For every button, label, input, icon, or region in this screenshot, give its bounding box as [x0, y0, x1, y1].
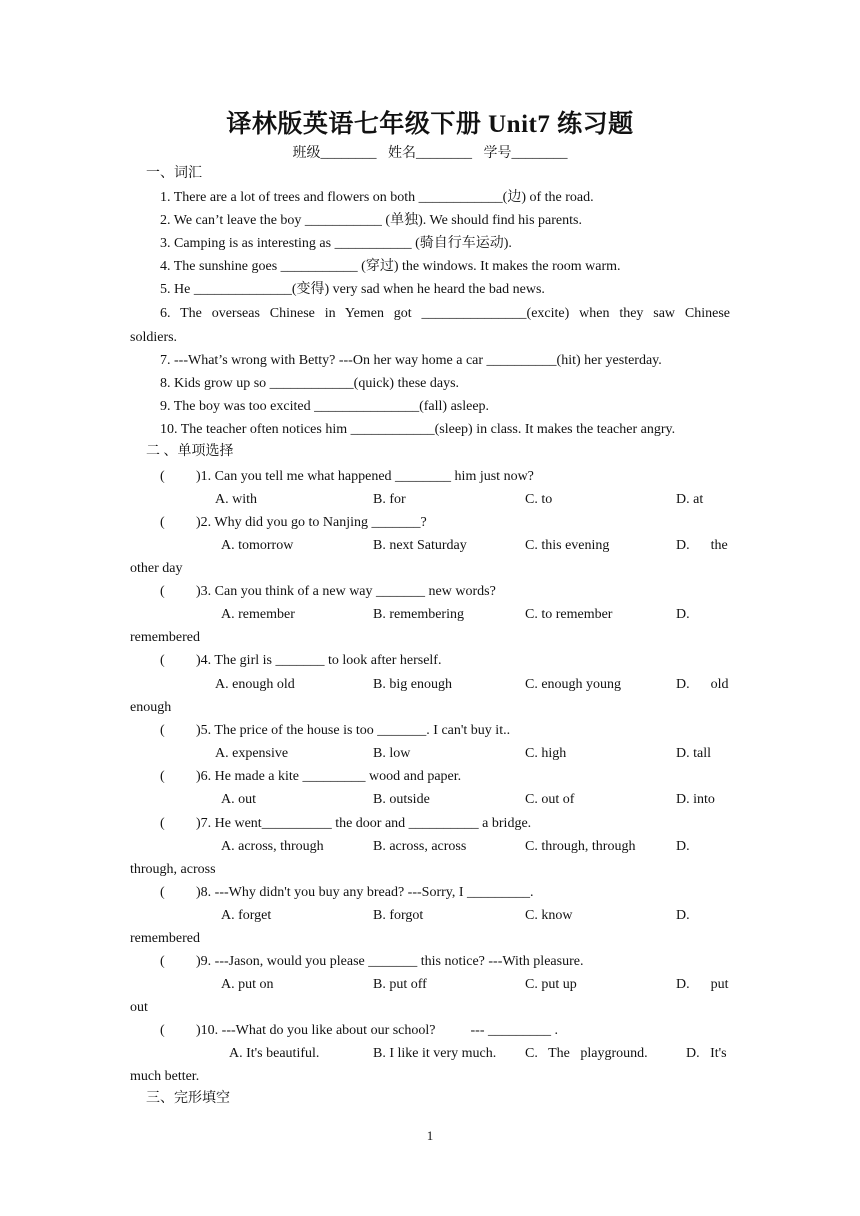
- answer-bracket: (: [160, 954, 165, 969]
- question-stem: [160, 884, 730, 902]
- options-row: [130, 676, 740, 694]
- options-row: [130, 1045, 740, 1063]
- vocab-item: 3. Camping is as interesting as ___________ (骑自行车运动).: [160, 236, 512, 251]
- option-b: B. I like it very much.: [373, 1046, 497, 1061]
- page-title: 译林版英语七年级下册 Unit7 练习题: [226, 111, 634, 138]
- question-stem: [160, 652, 730, 670]
- section-heading-vocabulary: 一、词汇: [146, 166, 202, 181]
- option-d: D. at: [676, 492, 704, 507]
- option-d: D. into: [676, 792, 715, 807]
- option-continuation: much better.: [130, 1069, 200, 1084]
- option-a: A. remember: [221, 607, 295, 622]
- answer-bracket: (: [160, 769, 165, 784]
- question-text: )7. He went__________ the door and __________ a bridge.: [196, 816, 532, 831]
- option-d: D. old: [676, 677, 729, 692]
- options-row: [130, 606, 740, 624]
- answer-bracket: (: [160, 469, 165, 484]
- question-text: )10. ---What do you like about our school? --- _________ .: [196, 1023, 558, 1038]
- option-a: A. enough old: [215, 677, 295, 692]
- option-continuation: remembered: [130, 931, 200, 946]
- option-d: D. It's: [686, 1046, 727, 1061]
- section-heading-cloze: 三、完形填空: [146, 1091, 230, 1106]
- option-b: B. for: [373, 492, 406, 507]
- vocab-item-continuation: soldiers.: [130, 330, 178, 345]
- option-a: A. with: [215, 492, 257, 507]
- vocab-item: 5. He ______________(变得) very sad when he heard the bad news.: [160, 282, 545, 297]
- option-c: C. high: [525, 746, 567, 761]
- option-c: C. this evening: [525, 538, 610, 553]
- question-stem: [160, 1022, 730, 1040]
- question-text: )2. Why did you go to Nanjing _______?: [196, 515, 427, 530]
- option-a: A. put on: [221, 977, 274, 992]
- option-d: D. the: [676, 538, 728, 553]
- option-continuation: out: [130, 1000, 148, 1015]
- option-continuation: enough: [130, 700, 172, 715]
- answer-bracket: (: [160, 723, 165, 738]
- question-stem: [160, 768, 730, 786]
- question-text: )9. ---Jason, would you please _______ this notice? ---With pleasure.: [196, 954, 584, 969]
- option-b: B. big enough: [373, 677, 452, 692]
- name-field: 姓名________: [388, 146, 472, 161]
- question-stem: [160, 514, 730, 532]
- option-a: A. forget: [221, 908, 272, 923]
- question-stem: [160, 468, 730, 486]
- option-continuation: remembered: [130, 630, 200, 645]
- answer-bracket: (: [160, 515, 165, 530]
- option-b: B. low: [373, 746, 411, 761]
- student-info-line: [0, 142, 860, 162]
- option-d: D. put: [676, 977, 729, 992]
- option-d: D.: [676, 607, 690, 622]
- question-text: )8. ---Why didn't you buy any bread? ---Sorry, I _________.: [196, 885, 534, 900]
- option-b: B. put off: [373, 977, 427, 992]
- question-text: )3. Can you think of a new way _______ new words?: [196, 584, 496, 599]
- options-row: [130, 791, 740, 809]
- vocab-item: 1. There are a lot of trees and flowers on both ____________(边) of the road.: [160, 190, 594, 205]
- answer-bracket: (: [160, 1023, 165, 1038]
- option-d: D.: [676, 908, 690, 923]
- class-field: 班级________: [292, 146, 377, 161]
- option-b: B. outside: [373, 792, 430, 807]
- vocab-item: 9. The boy was too excited _______________(fall) asleep.: [160, 399, 490, 414]
- option-c: C. know: [525, 908, 573, 923]
- options-row: [130, 838, 740, 856]
- page-number: 1: [426, 1128, 434, 1143]
- option-c: C. out of: [525, 792, 575, 807]
- vocab-item: 8. Kids grow up so ____________(quick) these days.: [160, 376, 460, 391]
- options-row: [130, 907, 740, 925]
- option-c: C. through, through: [525, 839, 636, 854]
- number-field: 学号________: [483, 146, 568, 161]
- answer-bracket: (: [160, 584, 165, 599]
- option-c: C. The playground.: [525, 1046, 648, 1061]
- option-d: D.: [676, 839, 690, 854]
- question-text: )1. Can you tell me what happened ________ him just now?: [196, 469, 534, 484]
- option-a: A. across, through: [221, 839, 324, 854]
- vocab-item: 2. We can’t leave the boy ___________ (单独). We should find his parents.: [160, 213, 582, 228]
- option-b: B. forgot: [373, 908, 424, 923]
- question-stem: [160, 953, 730, 971]
- option-a: A. out: [221, 792, 256, 807]
- options-row: [130, 537, 740, 555]
- section-heading-choice: 二 、单项选择: [146, 444, 234, 459]
- question-text: )5. The price of the house is too _______. I can't buy it..: [196, 723, 511, 738]
- option-a: A. It's beautiful.: [229, 1046, 320, 1061]
- option-a: A. expensive: [215, 746, 289, 761]
- option-d: D. tall: [676, 746, 711, 761]
- options-row: [130, 745, 740, 763]
- vocab-item: 10. The teacher often notices him ____________(sleep) in class. It makes the teacher angry.: [160, 422, 676, 437]
- option-a: A. tomorrow: [221, 538, 294, 553]
- option-c: C. put up: [525, 977, 577, 992]
- question-stem: [160, 815, 730, 833]
- answer-bracket: (: [160, 816, 165, 831]
- option-c: C. to: [525, 492, 553, 507]
- question-stem: [160, 583, 730, 601]
- vocab-item: 4. The sunshine goes ___________ (穿过) the windows. It makes the room warm.: [160, 259, 621, 274]
- answer-bracket: (: [160, 885, 165, 900]
- options-row: [130, 976, 740, 994]
- question-text: )6. He made a kite _________ wood and paper.: [196, 769, 462, 784]
- options-row: [130, 491, 740, 509]
- option-c: C. enough young: [525, 677, 622, 692]
- option-continuation: through, across: [130, 862, 216, 877]
- option-b: B. remembering: [373, 607, 464, 622]
- answer-bracket: (: [160, 653, 165, 668]
- option-c: C. to remember: [525, 607, 613, 622]
- option-continuation: other day: [130, 561, 183, 576]
- question-stem: [160, 722, 730, 740]
- option-b: B. next Saturday: [373, 538, 467, 553]
- question-text: )4. The girl is _______ to look after herself.: [196, 653, 442, 668]
- option-b: B. across, across: [373, 839, 467, 854]
- vocab-item: 6. The overseas Chinese in Yemen got _______________(excite) when they saw Chinese: [160, 306, 730, 321]
- vocab-item: 7. ---What’s wrong with Betty? ---On her way home a car __________(hit) her yesterday.: [160, 353, 662, 368]
